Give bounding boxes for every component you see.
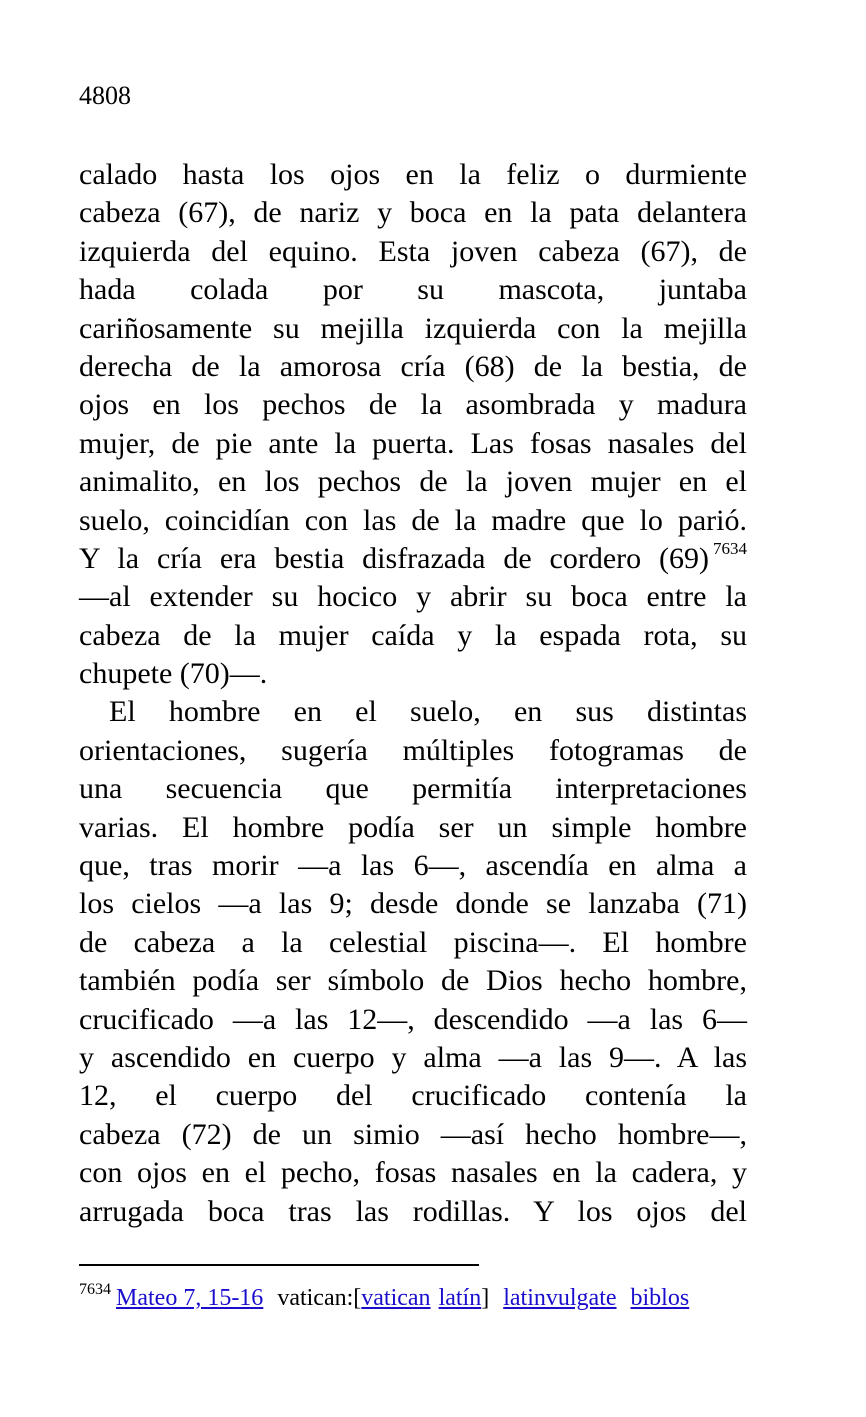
text-line: calado hasta los ojos en la feliz o durmiente bbox=[79, 158, 747, 191]
text-line: —al extender su hocico y abrir su boca entre la bbox=[79, 580, 747, 614]
text-line: también podía ser símbolo de Dios hecho hombre, bbox=[79, 964, 747, 998]
footnote-vatican-prefix: vatican:[ bbox=[277, 1285, 362, 1311]
footnote bbox=[79, 1280, 779, 1313]
text-line: mujer, de pie ante la puerta. Las fosas nasales del bbox=[79, 426, 747, 460]
footnote-link-latinvulgate[interactable]: latinvulgate bbox=[503, 1285, 617, 1311]
text-line: cariñosamente su mejilla izquierda con la mejilla bbox=[79, 311, 747, 345]
text-line: varias. El hombre podía ser un simple hombre bbox=[79, 810, 747, 844]
text-line: chupete (70)—. bbox=[79, 657, 268, 691]
footnote-vatican-suffix: ] bbox=[481, 1285, 490, 1311]
text-line: El hombre en el suelo, en sus distintas bbox=[109, 695, 747, 729]
text-line: con ojos en el pecho, fosas nasales en la cadera, y bbox=[79, 1156, 747, 1190]
page-number: 4808 bbox=[79, 81, 131, 110]
text-line: derecha de la amorosa cría (68) de la bestia, de bbox=[79, 349, 747, 383]
text-line: crucificado —a las 12—, descendido —a las 6— bbox=[79, 1002, 747, 1036]
text-line: cabeza de la mujer caída y la espada rota, su bbox=[79, 618, 747, 652]
footnote-divider bbox=[79, 1264, 479, 1266]
text-line: arrugada boca tras las rodillas. Y los ojos del bbox=[79, 1194, 747, 1228]
footnote-link-latin[interactable]: latín bbox=[438, 1285, 482, 1311]
footnote-reference[interactable]: 7634 bbox=[713, 539, 747, 559]
text-line: cabeza (72) de un simio —así hecho hombre—, bbox=[79, 1117, 747, 1151]
text-line: hada colada por su mascota, juntaba bbox=[79, 273, 747, 307]
text-line: animalito, en los pechos de la joven mujer en el bbox=[79, 465, 747, 499]
text-line: ojos en los pechos de la asombrada y madura bbox=[79, 388, 747, 422]
text-line: una secuencia que permitía interpretaciones bbox=[79, 772, 747, 806]
footnote-number: 7634 bbox=[79, 1280, 111, 1298]
text-line: de cabeza a la celestial piscina—. El hombre bbox=[79, 925, 747, 959]
text-line: y ascendido en cuerpo y alma —a las 9—. A las bbox=[79, 1040, 747, 1074]
text-line: orientaciones, sugería múltiples fotogramas de bbox=[79, 733, 747, 767]
text-line-with-footnote bbox=[79, 540, 747, 578]
footnote-link-mateo[interactable]: Mateo 7, 15-16 bbox=[116, 1285, 264, 1311]
text-line: suelo, coincidían con las de la madre que lo parió. bbox=[79, 503, 747, 537]
text-line: los cielos —a las 9; desde donde se lanzaba (71) bbox=[79, 887, 747, 921]
text-line: izquierda del equino. Esta joven cabeza (67), de bbox=[79, 234, 747, 268]
text-line: que, tras morir —a las 6—, ascendía en alma a bbox=[79, 849, 747, 883]
footnote-link-vatican[interactable]: vatican bbox=[361, 1285, 431, 1311]
text-line: 12, el cuerpo del crucificado contenía la bbox=[79, 1079, 747, 1113]
body-text bbox=[79, 156, 747, 1231]
text-line-content: Y la cría era bestia disfrazada de cordero (69) bbox=[79, 541, 709, 575]
footnote-link-biblos[interactable]: biblos bbox=[630, 1285, 690, 1311]
text-line: cabeza (67), de nariz y boca en la pata delantera bbox=[79, 196, 747, 230]
